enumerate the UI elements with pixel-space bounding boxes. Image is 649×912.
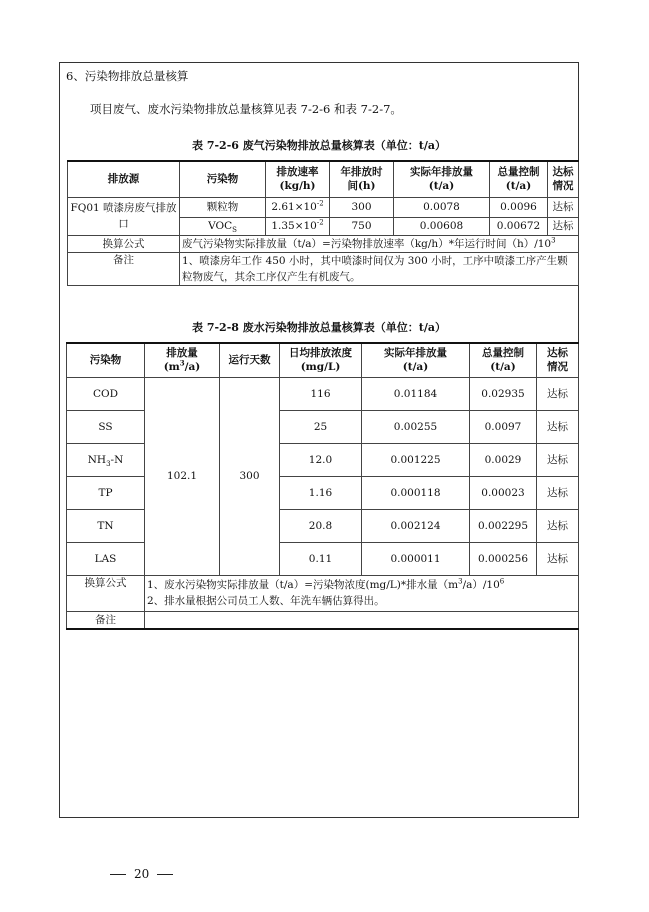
conc-cell: 20.8 xyxy=(280,509,362,542)
formula-row xyxy=(67,575,579,611)
table-row xyxy=(67,542,579,575)
formula-text: 1、废水污染物实际排放量（t/a）=污染物浓度(mg/L)*排水量$(m^3/a)/10^6$ 2、排水量根据公司员工人数、年洗车辆估算得出。 xyxy=(145,575,579,611)
hours-cell: 750 xyxy=(330,217,394,235)
formula-row xyxy=(68,235,579,252)
hours-cell: 300 xyxy=(330,197,394,217)
note-row xyxy=(67,611,579,629)
water-pollutant-table xyxy=(66,342,579,630)
header-hours: 年排放时 间(h) xyxy=(330,161,394,197)
actual-cell: 0.00255 xyxy=(362,410,470,443)
pollutant-cell: $VOC_S$ xyxy=(180,217,266,235)
page-footer xyxy=(102,867,181,881)
intro-paragraph: 项目废气、废水污染物排放总量核算见表 7-2-6 和表 7-2-7。 xyxy=(90,102,402,116)
conc-cell: 1.16 xyxy=(280,476,362,509)
actual-cell: 0.000118 xyxy=(362,476,470,509)
pollutant-cell: TN xyxy=(67,509,145,542)
conc-cell: 116 xyxy=(280,377,362,410)
footer-rule-right xyxy=(157,874,173,875)
table2-caption: 表 7-2-8 废水污染物排放总量核算表（单位：t/a） xyxy=(192,321,446,334)
note-text: 1、喷漆房年工作 450 小时，其中喷漆时间仅为 300 小时，工序中喷漆工序产生颗粒物废气，其余工序仅产生有机废气。 xyxy=(180,252,579,285)
table2-header-row xyxy=(67,343,579,377)
status-cell: 达标 xyxy=(537,509,579,542)
rate-cell: $1.35\times 10^{-2}$ xyxy=(266,217,330,235)
control-cell: 0.00672 xyxy=(490,217,548,235)
header-source: 排放源 xyxy=(68,161,180,197)
section-title: 6、污染物排放总量核算 xyxy=(66,69,189,83)
actual-cell: 0.001225 xyxy=(362,443,470,476)
header-volume: 排放量 $(m^3/a)$ xyxy=(145,343,220,377)
header-actual: 实际年排放量 (t/a) xyxy=(362,343,470,377)
conc-cell: 25 xyxy=(280,410,362,443)
header-pollutant: 污染物 xyxy=(67,343,145,377)
actual-cell: 0.000011 xyxy=(362,542,470,575)
status-cell: 达标 xyxy=(537,377,579,410)
control-cell: 0.002295 xyxy=(470,509,537,542)
pollutant-cell: COD xyxy=(67,377,145,410)
status-cell: 达标 xyxy=(537,476,579,509)
note-text xyxy=(145,611,579,629)
control-cell: 0.0096 xyxy=(490,197,548,217)
note-row xyxy=(68,252,579,285)
table-row xyxy=(67,377,579,410)
air-pollutant-table xyxy=(67,160,579,286)
header-pollutant: 污染物 xyxy=(180,161,266,197)
header-actual: 实际年排放量 (t/a) xyxy=(394,161,490,197)
table-row xyxy=(67,443,579,476)
pollutant-cell: $NH_3-N$ xyxy=(67,443,145,476)
status-cell: 达标 xyxy=(537,542,579,575)
pollutant-cell: 颗粒物 xyxy=(180,197,266,217)
rate-cell: $2.61\times 10^{-2}$ xyxy=(266,197,330,217)
actual-cell: 0.002124 xyxy=(362,509,470,542)
source-cell: FQ01 喷漆房废气排放口 xyxy=(68,197,180,235)
formula-label: 换算公式 xyxy=(67,575,145,611)
control-cell: 0.02935 xyxy=(470,377,537,410)
header-control: 总量控制 (t/a) xyxy=(470,343,537,377)
actual-cell: 0.01184 xyxy=(362,377,470,410)
control-cell: 0.00023 xyxy=(470,476,537,509)
actual-cell: 0.0078 xyxy=(394,197,490,217)
pollutant-cell: TP xyxy=(67,476,145,509)
pollutant-cell: LAS xyxy=(67,542,145,575)
table-row xyxy=(67,410,579,443)
table1-caption: 表 7-2-6 废气污染物排放总量核算表（单位：t/a） xyxy=(192,139,446,152)
note-label: 备注 xyxy=(67,611,145,629)
conc-cell: 12.0 xyxy=(280,443,362,476)
conc-cell: 0.11 xyxy=(280,542,362,575)
actual-cell: 0.00608 xyxy=(394,217,490,235)
header-control: 总量控制 (t/a) xyxy=(490,161,548,197)
footer-rule-left xyxy=(110,874,126,875)
table1-header-row xyxy=(68,161,579,197)
status-cell: 达标 xyxy=(548,217,579,235)
formula-text: 废气污染物实际排放量（t/a）=污染物排放速率（kg/h）*年运行时间$(h)/10^3$ xyxy=(180,235,579,252)
table-row xyxy=(67,509,579,542)
pollutant-cell: SS xyxy=(67,410,145,443)
header-rate: 排放速率 (kg/h) xyxy=(266,161,330,197)
table-row xyxy=(68,197,579,217)
days-cell: 300 xyxy=(220,377,280,575)
control-cell: 0.0097 xyxy=(470,410,537,443)
header-days: 运行天数 xyxy=(220,343,280,377)
header-status: 达标 情况 xyxy=(537,343,579,377)
header-conc: 日均排放浓度 (mg/L) xyxy=(280,343,362,377)
header-status: 达标 情况 xyxy=(548,161,579,197)
status-cell: 达标 xyxy=(537,410,579,443)
note-label: 备注 xyxy=(68,252,180,285)
control-cell: 0.0029 xyxy=(470,443,537,476)
volume-cell: 102.1 xyxy=(145,377,220,575)
formula-label: 换算公式 xyxy=(68,235,180,252)
page-number: 20 xyxy=(134,867,150,881)
status-cell: 达标 xyxy=(548,197,579,217)
control-cell: 0.000256 xyxy=(470,542,537,575)
status-cell: 达标 xyxy=(537,443,579,476)
table-row xyxy=(67,476,579,509)
